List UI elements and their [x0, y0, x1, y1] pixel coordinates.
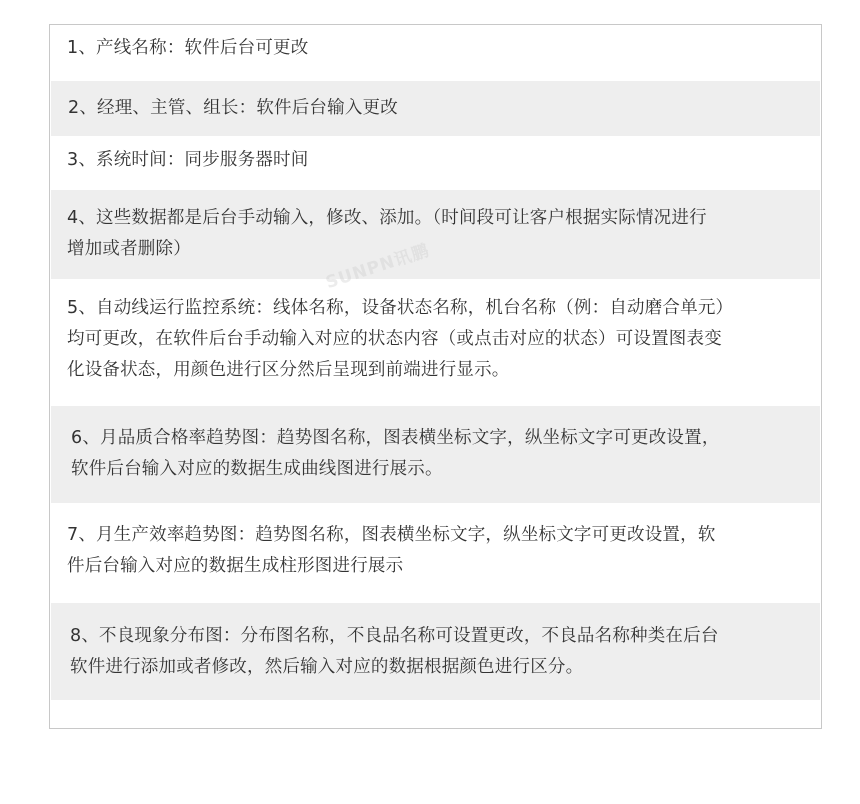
item-5-line-1: 5、自动线运行监控系统：线体名称，设备状态名称，机台名称（例：自动磨合单元） — [67, 298, 734, 318]
item-5-line-2: 均可更改，在软件后台手动输入对应的状态内容（或点击对应的状态）可设置图表变 — [67, 329, 722, 349]
list-item — [51, 136, 820, 190]
item-1-text: 1、产线名称：软件后台可更改 — [67, 38, 309, 58]
item-3-text: 3、系统时间：同步服务器时间 — [67, 150, 309, 170]
list-item — [51, 406, 820, 503]
list-item — [51, 503, 820, 601]
item-6-line-2: 软件后台输入对应的数据生成曲线图进行展示。 — [71, 459, 443, 479]
list-item — [51, 279, 820, 406]
item-2-text: 2、经理、主管、组长：软件后台输入更改 — [68, 98, 398, 118]
item-8-line-1: 8、不良现象分布图：分布图名称，不良品名称可设置更改，不良品名称种类在后台 — [70, 626, 719, 646]
list-item — [51, 190, 820, 279]
list-item — [51, 81, 820, 136]
list-item — [51, 33, 820, 81]
spec-list-frame — [49, 24, 822, 729]
item-4-line-2: 增加或者删除） — [67, 239, 191, 259]
item-7-line-1: 7、月生产效率趋势图：趋势图名称，图表横坐标文字，纵坐标文字可更改设置，软 — [67, 525, 716, 545]
item-6-line-1: 6、月品质合格率趋势图：趋势图名称，图表横坐标文字，纵坐标文字可更改设置， — [71, 428, 720, 448]
list-item — [51, 603, 820, 700]
item-8-line-2: 软件进行添加或者修改，然后输入对应的数据根据颜色进行区分。 — [70, 657, 584, 677]
brand-watermark: SUNPN讯鹏 — [323, 240, 433, 294]
item-4-line-1: 4、这些数据都是后台手动输入，修改、添加。（时间段可让客户根据实际情况进行 — [67, 208, 707, 228]
item-7-line-2: 件后台输入对应的数据生成柱形图进行展示 — [67, 556, 404, 576]
item-5-line-3: 化设备状态，用颜色进行区分然后呈现到前端进行显示。 — [67, 360, 510, 380]
